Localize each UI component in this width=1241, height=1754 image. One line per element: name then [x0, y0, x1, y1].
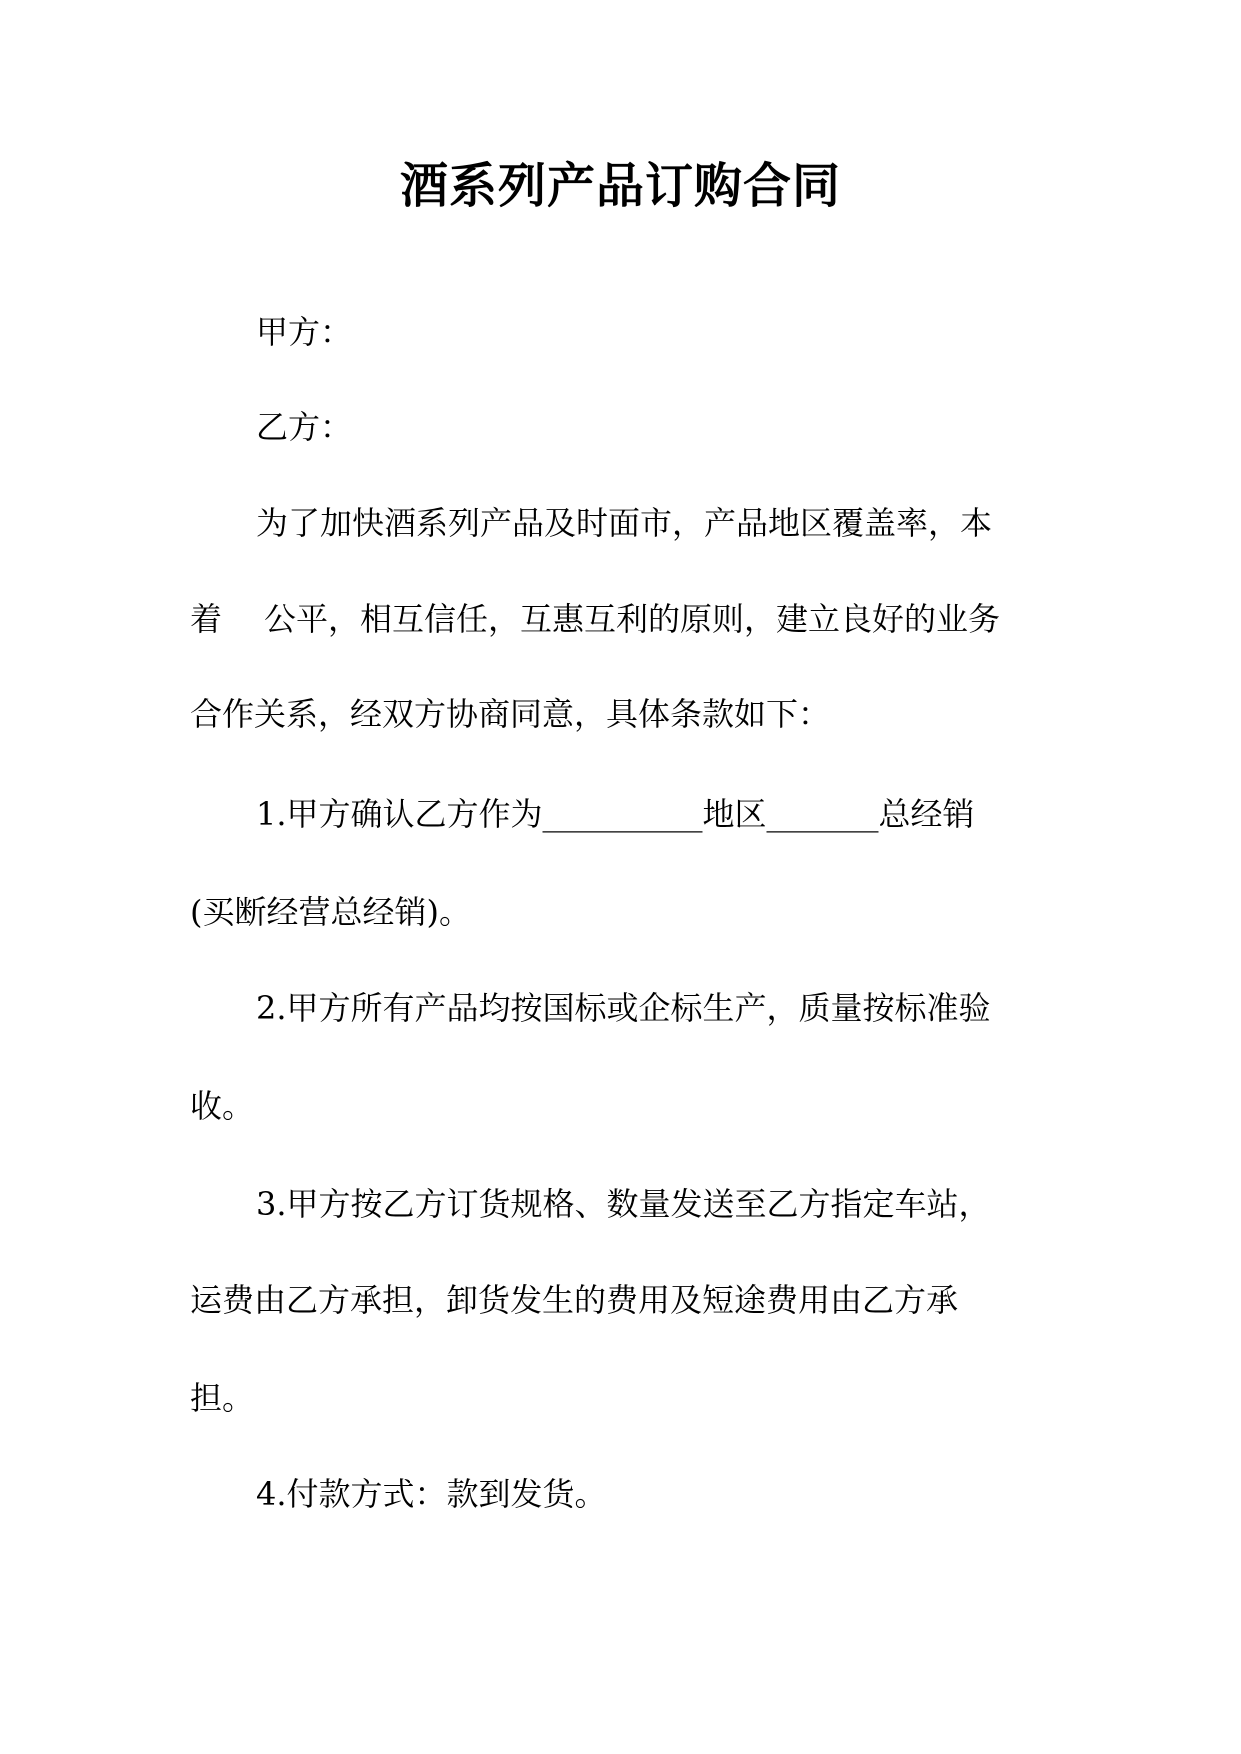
clause-2-line-1: 2.甲方所有产品均按国标或企标生产，质量按标准验: [256, 989, 991, 1027]
party-a-label: 甲方：: [256, 313, 353, 351]
document-title: 酒系列产品订购合同: [399, 158, 841, 214]
clause-3-line-3: 担。: [190, 1379, 255, 1417]
clause-1-line-2: (买断经营总经销)。: [190, 893, 471, 931]
intro-line-3: 合作关系，经双方协商同意，具体条款如下：: [190, 695, 831, 733]
clause-3-line-2: 运费由乙方承担，卸货发生的费用及短途费用由乙方承: [190, 1281, 959, 1319]
clause-4-line-1: 4.付款方式：款到发货。: [256, 1475, 607, 1513]
clause-3-line-1: 3.甲方按乙方订货规格、数量发送至乙方指定车站，: [256, 1185, 991, 1223]
clause-2-line-2: 收。: [190, 1087, 255, 1125]
intro-line-2: [190, 599, 1000, 639]
intro-line-2-start: 着: [190, 600, 223, 638]
clause-1-line-1: 1.甲方确认乙方作为__________地区_______总经销: [256, 795, 975, 833]
intro-line-2-rest: 公平，相互信任，互惠互利的原则，建立良好的业务: [264, 600, 1001, 638]
intro-line-1: 为了加快酒系列产品及时面市，产品地区覆盖率，本: [256, 504, 993, 542]
party-b-label: 乙方：: [256, 408, 353, 446]
